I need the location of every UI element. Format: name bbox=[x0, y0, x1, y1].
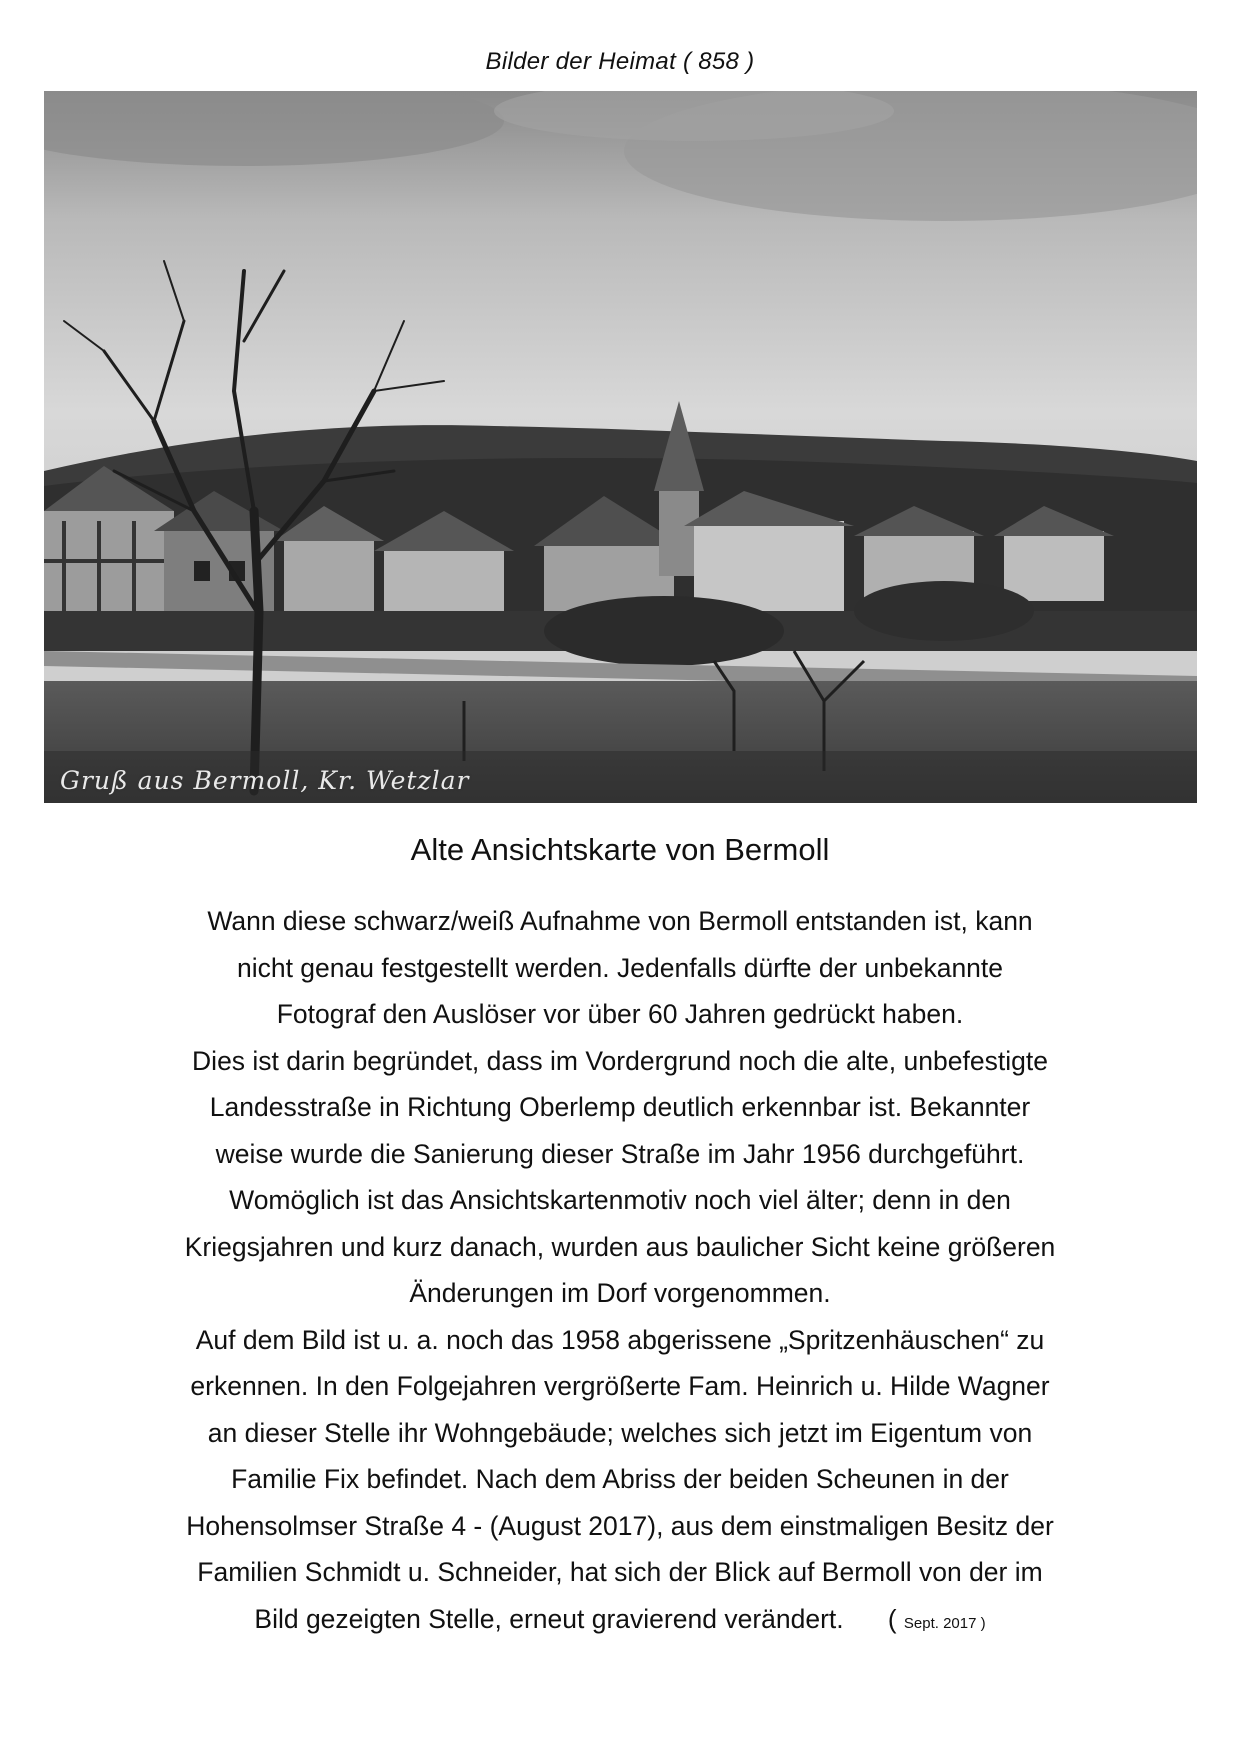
postcard-caption: Gruß aus Bermoll, Kr. Wetzlar bbox=[60, 766, 470, 795]
body-line: weise wurde die Sanierung dieser Straße im Jahr 1956 durchgeführt. bbox=[215, 1138, 1025, 1169]
body-line: Familie Fix befindet. Nach dem Abriss der beiden Scheunen in der bbox=[231, 1464, 1009, 1494]
body-line: Womöglich ist das Ansichtskartenmotiv noch viel älter; denn in den bbox=[229, 1185, 1011, 1215]
body-line: Auf dem Bild ist u. a. noch das 1958 abgerissene „Spritzenhäuschen“ zu bbox=[195, 1324, 1045, 1355]
body-last-line bbox=[100, 1596, 1140, 1648]
body-line: Kriegsjahren und kurz danach, wurden aus baulicher Sicht keine größeren bbox=[184, 1231, 1056, 1262]
document-body bbox=[100, 898, 1140, 1647]
date-note: Sept. 2017 ) bbox=[903, 1614, 986, 1632]
body-line: nicht genau festgestellt werden. Jedenfalls dürfte der unbekannte bbox=[236, 952, 1004, 983]
last-line-text: Bild gezeigten Stelle, erneut gravierend verändert. bbox=[254, 1603, 844, 1634]
village-landscape-image bbox=[44, 91, 1197, 803]
postcard-photo bbox=[44, 91, 1197, 803]
body-line: Änderungen im Dorf vorgenommen. bbox=[409, 1278, 831, 1308]
body-line: Landesstraße in Richtung Oberlemp deutlich erkennbar ist. Bekannter bbox=[209, 1092, 1031, 1122]
body-line: Fotograf den Auslöser vor über 60 Jahren gedrückt haben. bbox=[276, 999, 964, 1029]
body-line: an dieser Stelle ihr Wohngebäude; welches sich jetzt im Eigentum von bbox=[207, 1417, 1033, 1448]
document-title: Alte Ansichtskarte von Bermoll bbox=[410, 832, 830, 867]
body-line: Hohensolmser Straße 4 - (August 2017), aus dem einstmaligen Besitz der bbox=[186, 1510, 1054, 1541]
date-open-paren: ( bbox=[887, 1603, 897, 1634]
body-line: Familien Schmidt u. Schneider, hat sich der Blick auf Bermoll von der im bbox=[197, 1557, 1043, 1587]
church-tower bbox=[659, 486, 699, 576]
body-line: Wann diese schwarz/weiß Aufnahme von Bermoll entstanden ist, kann bbox=[207, 906, 1033, 936]
body-line: Dies ist darin begründet, dass im Vordergrund noch die alte, unbefestigte bbox=[192, 1045, 1048, 1076]
page-header-title: Bilder der Heimat ( 858 ) bbox=[485, 48, 755, 75]
body-line: erkennen. In den Folgejahren vergrößerte Fam. Heinrich u. Hilde Wagner bbox=[190, 1371, 1050, 1401]
